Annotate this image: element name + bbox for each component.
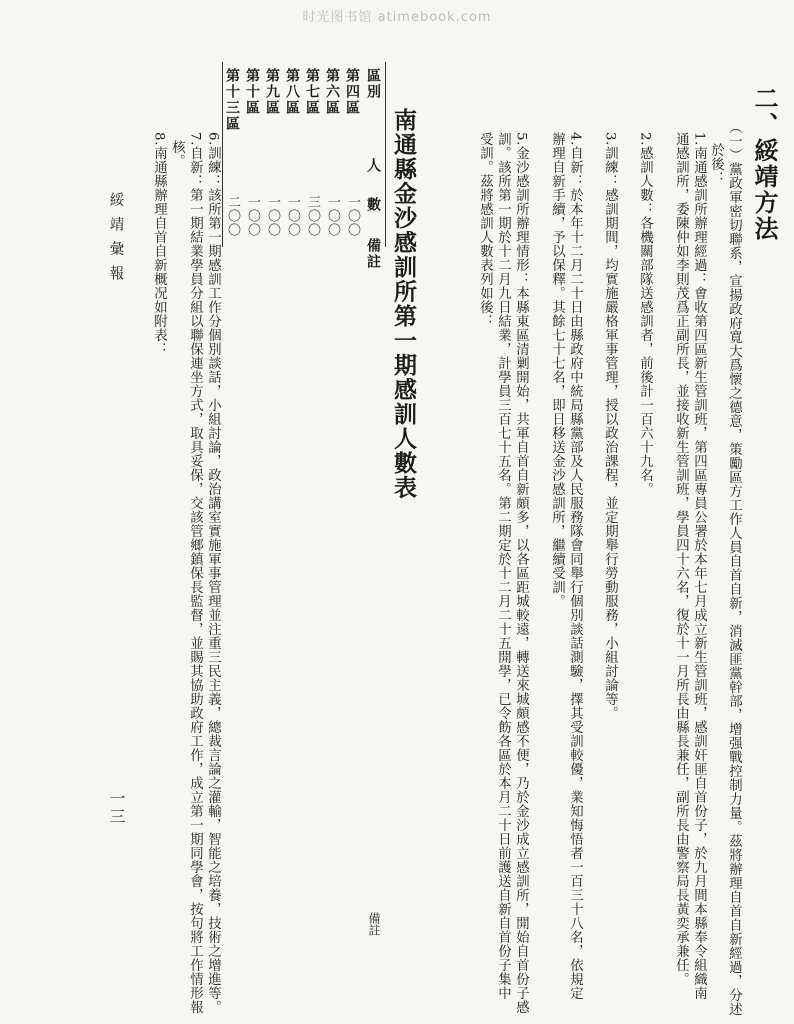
- table-rule-left: [222, 62, 223, 247]
- table-header-district: 區別: [365, 68, 381, 100]
- paragraph-line: 8.南通縣辦理自首自新概况如附表：: [151, 132, 167, 356]
- paragraph-line: （一）黨政軍密切聯系，宣揚政府寬大爲懷之德意，策勵區方工作人員自首自新，消滅匪黨幹部，增强戰控制力量。茲將辦理自首自新經過，分述: [726, 120, 742, 1016]
- table-row-district: 第十三區: [224, 68, 240, 132]
- table-row-count: 一〇〇: [285, 195, 300, 237]
- table-row-district: 第十區: [244, 68, 260, 116]
- paragraph-line: 2.感訓人數：各機關部隊送感訓者，前後計一百六十九名。: [637, 132, 653, 496]
- table-row-count: 二〇〇: [225, 195, 240, 237]
- paragraph-line: 訓。該所第一期於十二月九日結業，計學員三百七十五名。第二期定於十二月二十五開學，已令飭各區於本月二十日前護送自新自首份子集中: [495, 132, 511, 1000]
- table-row-district: 第六區: [324, 68, 340, 116]
- table-row-district: 第八區: [284, 68, 300, 116]
- table-row-count: 一〇〇: [245, 195, 260, 237]
- watermark: 时光图书馆 atimebook.com: [302, 10, 492, 25]
- table-row-district: 第七區: [304, 68, 320, 116]
- table-remark-note: 備註: [367, 912, 381, 936]
- paragraph-line: 1.南通感訓所辦理經過：㑹收第四區新生管訓班，第四區專員公署於本年七月成立新生管訓班，感訓奸匪自首份子，於九月間本縣奉令組織南: [691, 132, 707, 1000]
- paragraph-line: 核。: [169, 140, 185, 168]
- table-row-count: 一〇〇: [325, 195, 340, 237]
- section-heading: 二、綏靖方法: [750, 86, 779, 242]
- paragraph-line: 於後：: [708, 143, 724, 185]
- paragraph-line: 3.訓練：感訓期間，均實施嚴格軍事管理，授以政治課程，並定期舉行勞動服務，小組討論等。: [602, 132, 618, 720]
- paragraph-line: 受訓。茲將感訓人數表列如後：: [477, 132, 493, 328]
- paragraph-line: 5.金沙感訓所辦理情形：本縣東區清剿開始，共軍自首自新頗多，以各區距城較遠，轉送來城頗感不便，乃於金沙成立感訓所，開始自首份子感: [513, 132, 529, 1014]
- paragraph-line: 辦理自新手續，予以保釋。其餘七十七名，即日移送金沙感訓所，繼續受訓。: [549, 132, 565, 608]
- paragraph-line: 通感訓所，委陳仲如李則茂爲正副所長，並接收新生管訓班，學員四十六名，復於十一月所長由縣長兼任，副所長由警察局長黃奕承兼任。: [673, 132, 689, 986]
- table-title: 南通縣金沙感訓所第一期感訓人數表: [390, 108, 417, 500]
- table-header-remark: 備註: [365, 238, 381, 270]
- table-row-district: 第四區: [344, 68, 360, 116]
- table-row-district: 第九區: [264, 68, 280, 116]
- paragraph-line: 6.訓練：該所第一期感訓工作分個別談話，小組討論，政治講室實施軍事管理並注重三民主義，總裁言論之灌輸，智能之培養，技術之增進等。: [205, 132, 221, 1014]
- running-header: 綏靖彙報: [107, 192, 124, 290]
- paragraph-line: 7.自新：第一期結業學員分組以聯保連坐方式，取具妥保，交該管鄉鎮保長監督，並賜其協助政府工作，成立第一期同學會，按句將工作情形報: [187, 132, 203, 1014]
- paragraph-line: 4.自新：於本年十二月二十日由縣政府中統局縣黨部及人民服務隊會同舉行個別談話測驗，擇其受訓較優，業知悔悟者一百三十八名，依規定: [567, 132, 583, 1000]
- table-header-count: 人數: [365, 158, 381, 236]
- table-row-count: 三〇〇: [305, 195, 320, 237]
- table-row-count: 一〇〇: [345, 195, 360, 237]
- table-row-count: 一〇〇: [265, 195, 280, 237]
- table-rule-right: [385, 62, 386, 247]
- page-number: 一三: [107, 790, 126, 826]
